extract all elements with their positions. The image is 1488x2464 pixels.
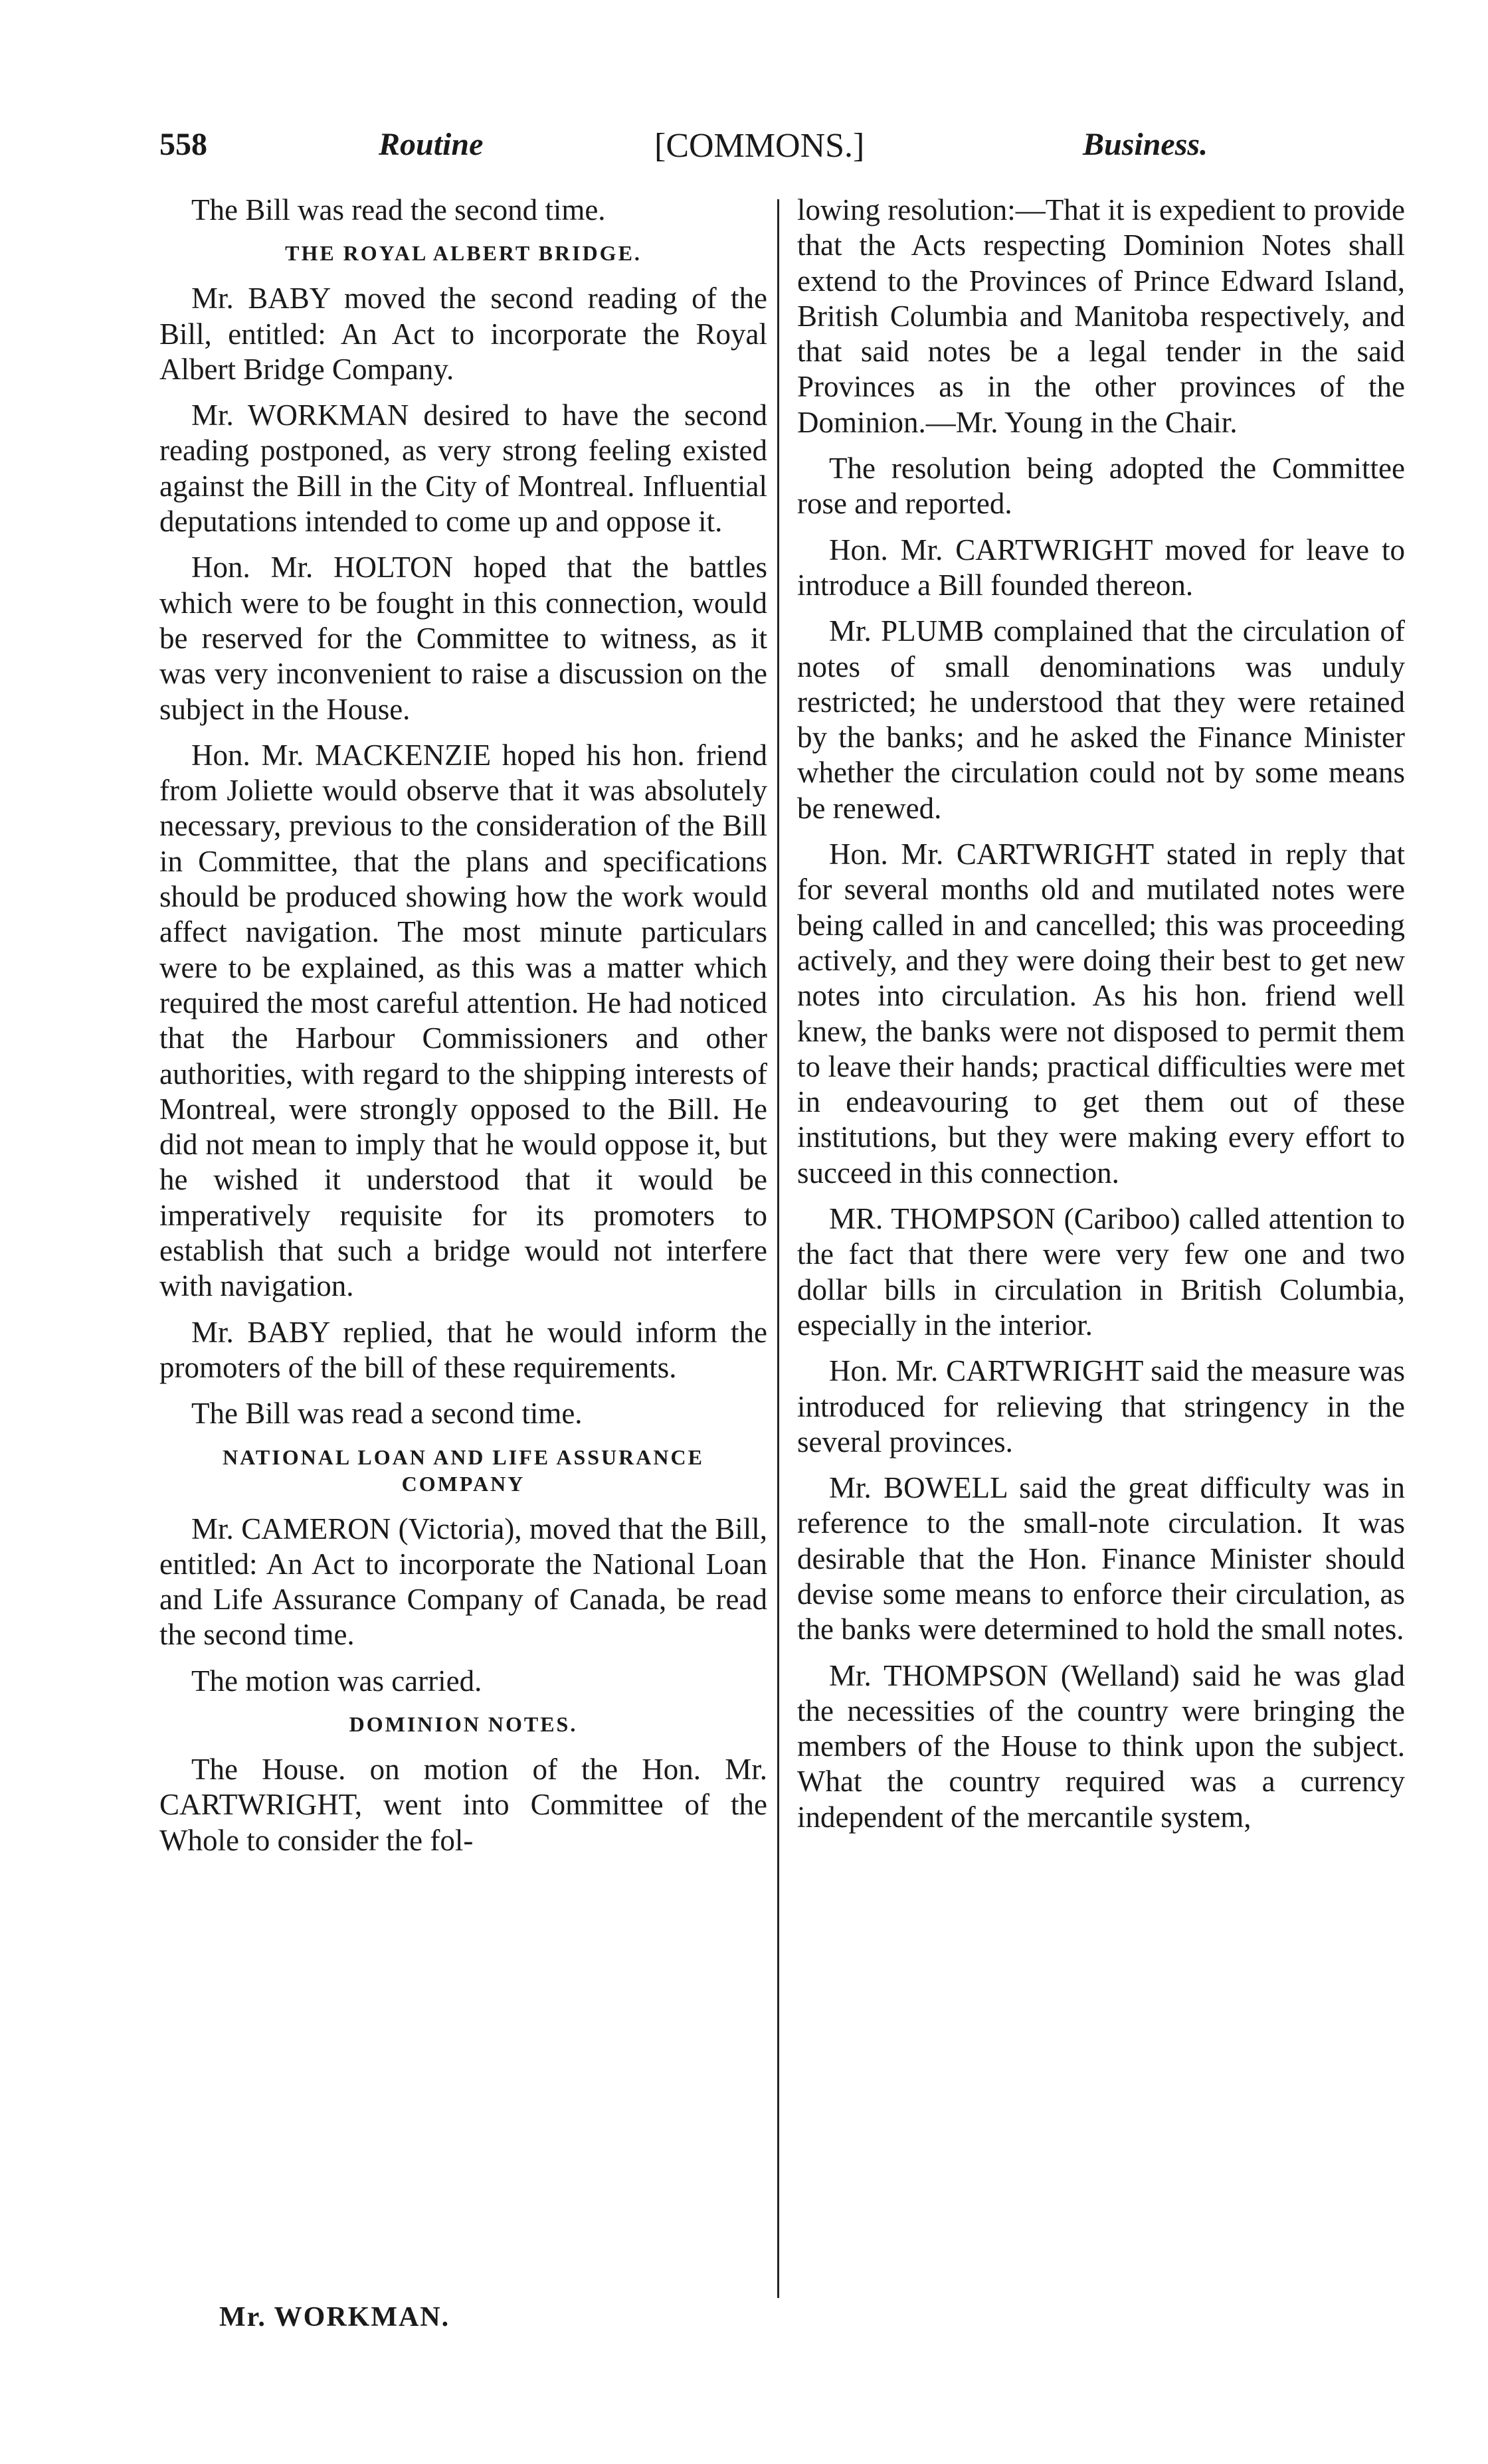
column-divider [777,199,779,2298]
section-heading: NATIONAL LOAN AND LIFE ASSURANCE COMPANY [223,1445,704,1496]
paragraph: Mr. BOWELL said the great difficulty was in reference to the small-note circulation. It was desirable that the Hon. Finance Minister should devise some means to enforce their circulation, as the banks were determined to hold the small notes. [797,1471,1405,1646]
left-column [159,193,767,1869]
paragraph: Hon. Mr. CARTWRIGHT stated in reply that for several months old and mutilated notes were being called in and cancelled; this was proceeding actively, and they were doing their best to get new notes into circulation. As his hon. friend well knew, the banks were not disposed to permit them to leave their hands; practical difficulties were met in endeavouring to get them out of these institutions, but they were making every effort to succeed in this connection. [797,837,1405,1189]
paragraph: Hon. Mr. HOLTON hoped that the battles which were to be fought in this connection, would be reserved for the Committee to witness, as it was very inconvenient to raise a discussion on the subject in the House. [159,551,767,726]
paragraph: Mr. THOMPSON (Welland) said he was glad the necessities of the country were bringing the members of the House to think upon the subject. What the country required was a currency independent of the mercantile system, [797,1658,1405,1834]
header-right-title: Business. [1083,127,1208,162]
section-heading: THE ROYAL ALBERT BRIDGE. [285,241,642,266]
paragraph: Mr. BABY moved the second reading of the Bill, entitled: An Act to incorporate the Royal Albert Bridge Company. [159,282,767,386]
paragraph: Mr. CAMERON (Victoria), moved that the Bill, entitled: An Act to incorporate the National Loan and Life Assurance Company of Canada, be read the second time. [159,1512,767,1652]
paragraph: The resolution being adopted the Committee rose and reported. [797,452,1405,521]
paragraph: The motion was carried. [191,1664,482,1698]
header-left-title: Routine [379,127,484,162]
paragraph: The House. on motion of the Hon. Mr. CARTWRIGHT, went into Committee of the Whole to consider the fol- [159,1752,767,1857]
paragraph: Mr. WORKMAN desired to have the second reading postponed, as very strong feeling existed against the Bill in the City of Montreal. Influential deputations intended to come up and oppose it. [159,398,767,539]
page-header [159,100,1236,179]
paragraph: MR. THOMPSON (Cariboo) called attention to the fact that there were very few one and two dollar bills in circulation in British Columbia, especially in the interior. [797,1202,1405,1342]
paragraph: Mr. BABY replied, that he would inform the promoters of the bill of these requirements. [159,1315,767,1384]
paragraph: The Bill was read a second time. [191,1397,583,1431]
paragraph: lowing resolution:—That it is expedient to provide that the Acts respecting Dominion Notes shall extend to the Provinces of Prince Edward Island, British Columbia and Manitoba respectively, and that said notes be a legal tender in the said Provinces as in the other provinces of the Dominion.—Mr. Young in the Chair. [797,193,1405,439]
page-number: 558 [159,127,207,162]
paragraph: Hon. Mr. CARTWRIGHT moved for leave to introduce a Bill founded thereon. [797,533,1405,602]
right-column [797,193,1405,1846]
paragraph: Hon. Mr. CARTWRIGHT said the measure was introduced for relieving that stringency in the several provinces. [797,1354,1405,1458]
footer-speaker-name: Mr. WORKMAN. [219,2302,450,2332]
paragraph: The Bill was read the second time. [191,193,606,226]
paragraph: Mr. PLUMB complained that the circulation of notes of small denominations was unduly restricted; he understood that they were retained by the banks; and he asked the Finance Minister whether the circulation could not by some means be renewed. [797,614,1405,825]
section-heading: DOMINION NOTES. [349,1712,578,1736]
paragraph: Hon. Mr. MACKENZIE hoped his hon. friend from Joliette would observe that it was absolutely necessary, previous to the consideration of the Bill in Committee, that the plans and specifications should be produced showing how the work would affect navigation. The most minute particulars were to be explained, as this was a matter which required the most careful attention. He had noticed that the Harbour Commissioners and other authorities, with regard to the shipping interests of Montreal, were strongly opposed to the Bill. He did not mean to imply that he would oppose it, but he wished it understood that it would be imperatively requisite for its promoters to establish that such a bridge would not interfere with navigation. [159,738,767,1303]
header-center-title: [COMMONS.] [654,127,865,165]
